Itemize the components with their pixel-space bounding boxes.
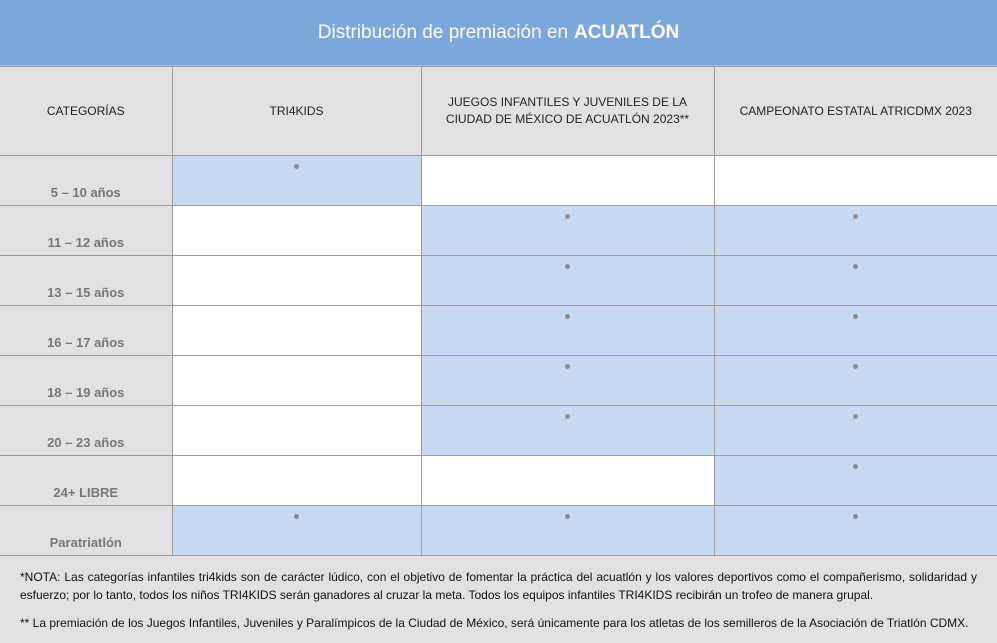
- note-2: ** La premiación de los Juegos Infantiles, Juveniles y Paralímpicos de la Ciudad de México, será únicamente para los atletas de los semilleros de la Asociación de Triatlón CDMX.: [20, 616, 969, 630]
- col-header-campeonato: CAMPEONATO ESTATAL ATRICDMX 2023: [714, 67, 997, 156]
- col-header-categorias: CATEGORÍAS: [0, 67, 172, 156]
- bullet-icon: [294, 514, 299, 519]
- bullet-icon: [565, 264, 570, 269]
- col-header-tri4kids: TRI4KIDS: [172, 67, 421, 156]
- award-cell-marked: [421, 506, 714, 556]
- award-cell-marked: [714, 506, 997, 556]
- table-row: [0, 356, 997, 406]
- bullet-icon: [565, 314, 570, 319]
- award-cell-marked: [714, 406, 997, 456]
- title-bold: ACUATLÓN: [574, 21, 680, 43]
- bullet-icon: [853, 514, 858, 519]
- award-cell-empty: [172, 306, 421, 356]
- award-cell-empty: [172, 456, 421, 506]
- table-row: [0, 156, 997, 206]
- category-cell: 5 – 10 años: [0, 156, 172, 206]
- title-prefix: Distribución de premiación en: [317, 21, 569, 43]
- note-1: *NOTA: Las categorías infantiles tri4kids son de carácter lúdico, con el objetivo de fomentar la práctica del acuatlón y los valores deportivos como el compañerismo, solidaridad y esfuerzo; por lo tanto, todos los niños TRI4KIDS serán ganadores al cruzar la meta. Todos los equipos infantiles TRI4KIDS recibirán un trofeo de manera grupal.: [20, 570, 977, 602]
- award-cell-marked: [714, 356, 997, 406]
- category-cell: 11 – 12 años: [0, 206, 172, 256]
- table-row: [0, 206, 997, 256]
- award-cell-marked: [714, 456, 997, 506]
- notes: [0, 556, 997, 632]
- bullet-icon: [853, 414, 858, 419]
- col-header-juegos: JUEGOS INFANTILES Y JUVENILES DE LA CIUDAD DE MÉXICO DE ACUATLÓN 2023**: [421, 67, 714, 156]
- award-cell-empty: [172, 206, 421, 256]
- award-cell-marked: [714, 306, 997, 356]
- awards-table: [0, 66, 997, 556]
- award-cell-marked: [421, 206, 714, 256]
- award-cell-empty: [421, 456, 714, 506]
- table-row: [0, 506, 997, 556]
- table-row: [0, 256, 997, 306]
- bullet-icon: [565, 514, 570, 519]
- table-header-row: [0, 67, 997, 156]
- bullet-icon: [853, 264, 858, 269]
- category-cell: 16 – 17 años: [0, 306, 172, 356]
- award-cell-marked: [421, 306, 714, 356]
- award-cell-marked: [172, 156, 421, 206]
- category-cell: 18 – 19 años: [0, 356, 172, 406]
- award-cell-marked: [714, 206, 997, 256]
- award-cell-marked: [421, 356, 714, 406]
- category-cell: 13 – 15 años: [0, 256, 172, 306]
- category-cell: 24+ LIBRE: [0, 456, 172, 506]
- page-title: [0, 0, 997, 66]
- category-cell: Paratriatlón: [0, 506, 172, 556]
- bullet-icon: [853, 314, 858, 319]
- award-cell-empty: [714, 156, 997, 206]
- award-cell-empty: [172, 406, 421, 456]
- bullet-icon: [853, 214, 858, 219]
- award-cell-marked: [714, 256, 997, 306]
- bullet-icon: [565, 414, 570, 419]
- award-cell-marked: [421, 406, 714, 456]
- table-row: [0, 406, 997, 456]
- bullet-icon: [294, 164, 299, 169]
- bullet-icon: [853, 464, 858, 469]
- category-cell: 20 – 23 años: [0, 406, 172, 456]
- award-cell-marked: [421, 256, 714, 306]
- award-cell-empty: [172, 356, 421, 406]
- award-cell-empty: [172, 256, 421, 306]
- table-row: [0, 456, 997, 506]
- award-cell-empty: [421, 156, 714, 206]
- table-row: [0, 306, 997, 356]
- award-cell-marked: [172, 506, 421, 556]
- bullet-icon: [565, 214, 570, 219]
- bullet-icon: [565, 364, 570, 369]
- bullet-icon: [853, 364, 858, 369]
